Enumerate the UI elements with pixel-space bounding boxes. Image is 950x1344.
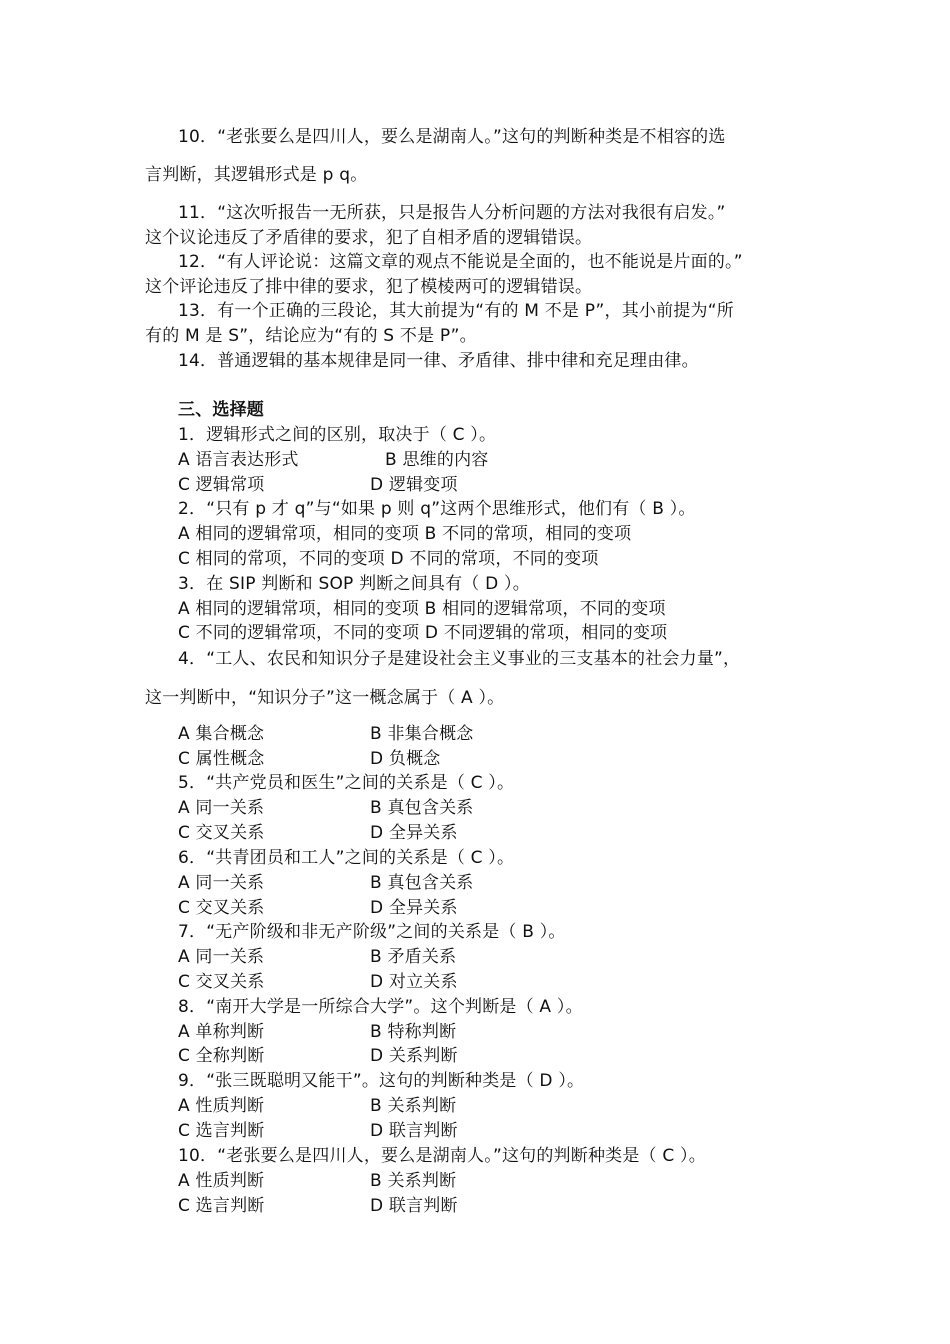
- section-heading: 三、选择题: [178, 400, 264, 420]
- question-4-option-a: A 集合概念: [178, 724, 265, 744]
- question-2-options-cd: C 相同的常项，不同的变项 D 不同的常项，不同的变项: [178, 549, 599, 569]
- question-6-option-d: D 全异关系: [370, 898, 458, 918]
- question-6-option-a: A 同一关系: [178, 873, 265, 893]
- question-6-stem: 6．“共青团员和工人”之间的关系是（ C ）。: [178, 848, 515, 868]
- question-1-option-b: B 思维的内容: [385, 450, 489, 470]
- question-8-option-b: B 特称判断: [370, 1022, 457, 1042]
- question-3-options-cd: C 不同的逻辑常项，不同的变项 D 不同逻辑的常项，相同的变项: [178, 623, 668, 643]
- item-13-line1: 13．有一个正确的三段论，其大前提为“有的 M 不是 P”，其小前提为“所: [178, 301, 734, 321]
- question-5-stem: 5．“共产党员和医生”之间的关系是（ C ）。: [178, 773, 515, 793]
- question-7-option-a: A 同一关系: [178, 947, 265, 967]
- question-8-option-c: C 全称判断: [178, 1046, 265, 1066]
- question-9-option-a: A 性质判断: [178, 1096, 265, 1116]
- item-11-line1: 11．“这次听报告一无所获，只是报告人分析问题的方法对我很有启发。”: [178, 203, 726, 223]
- item-11-line2: 这个议论违反了矛盾律的要求，犯了自相矛盾的逻辑错误。: [145, 228, 593, 248]
- question-5-option-a: A 同一关系: [178, 798, 265, 818]
- question-3-options-ab: A 相同的逻辑常项，相同的变项 B 相同的逻辑常项，不同的变项: [178, 599, 666, 619]
- question-8-stem: 8．“南开大学是一所综合大学”。这个判断是（ A ）。: [178, 997, 583, 1017]
- question-4-option-c: C 属性概念: [178, 749, 265, 769]
- question-5-option-c: C 交叉关系: [178, 823, 265, 843]
- question-9-stem: 9．“张三既聪明又能干”。这句的判断种类是（ D ）。: [178, 1071, 585, 1091]
- question-7-option-d: D 对立关系: [370, 972, 458, 992]
- question-1-option-d: D 逻辑变项: [370, 475, 458, 495]
- item-10-line1: 10．“老张要么是四川人，要么是湖南人。”这句的判断种类是不相容的选: [178, 127, 726, 147]
- question-6-option-c: C 交叉关系: [178, 898, 265, 918]
- item-12-line2: 这个评论违反了排中律的要求，犯了模棱两可的逻辑错误。: [145, 277, 593, 297]
- item-12-line1: 12．“有人评论说：这篇文章的观点不能说是全面的，也不能说是片面的。”: [178, 252, 743, 272]
- question-5-option-b: B 真包含关系: [370, 798, 474, 818]
- question-10-option-b: B 关系判断: [370, 1171, 457, 1191]
- question-8-option-d: D 关系判断: [370, 1046, 458, 1066]
- question-7-stem: 7．“无产阶级和非无产阶级”之间的关系是（ B ）。: [178, 922, 566, 942]
- question-3-stem: 3．在 SIP 判断和 SOP 判断之间具有（ D ）。: [178, 574, 530, 594]
- question-4-option-d: D 负概念: [370, 749, 441, 769]
- question-10-option-a: A 性质判断: [178, 1171, 265, 1191]
- question-9-option-d: D 联言判断: [370, 1121, 458, 1141]
- question-2-options-ab: A 相同的逻辑常项，相同的变项 B 不同的常项，相同的变项: [178, 524, 632, 544]
- question-4-stem-line2: 这一判断中，“知识分子”这一概念属于（ A ）。: [145, 688, 505, 708]
- question-10-option-c: C 选言判断: [178, 1196, 265, 1216]
- question-7-option-b: B 矛盾关系: [370, 947, 457, 967]
- question-10-stem: 10．“老张要么是四川人，要么是湖南人。”这句的判断种类是（ C ）。: [178, 1146, 706, 1166]
- item-14: 14．普通逻辑的基本规律是同一律、矛盾律、排中律和充足理由律。: [178, 351, 699, 371]
- question-9-option-b: B 关系判断: [370, 1096, 457, 1116]
- question-1-stem: 1．逻辑形式之间的区别，取决于（ C ）。: [178, 425, 497, 445]
- question-1-option-a: A 语言表达形式: [178, 450, 299, 470]
- question-7-option-c: C 交叉关系: [178, 972, 265, 992]
- question-10-option-d: D 联言判断: [370, 1196, 458, 1216]
- item-10-line2: 言判断，其逻辑形式是 p q。: [145, 165, 368, 185]
- question-4-option-b: B 非集合概念: [370, 724, 474, 744]
- question-5-option-d: D 全异关系: [370, 823, 458, 843]
- item-13-line2: 有的 M 是 S”，结论应为“有的 S 不是 P”。: [145, 326, 477, 346]
- question-1-option-c: C 逻辑常项: [178, 475, 265, 495]
- question-6-option-b: B 真包含关系: [370, 873, 474, 893]
- question-8-option-a: A 单称判断: [178, 1022, 265, 1042]
- question-4-stem-line1: 4．“工人、农民和知识分子是建设社会主义事业的三支基本的社会力量”，: [178, 649, 741, 669]
- question-9-option-c: C 选言判断: [178, 1121, 265, 1141]
- question-2-stem: 2．“只有 p 才 q”与“如果 p 则 q”这两个思维形式，他们有（ B ）。: [178, 499, 696, 519]
